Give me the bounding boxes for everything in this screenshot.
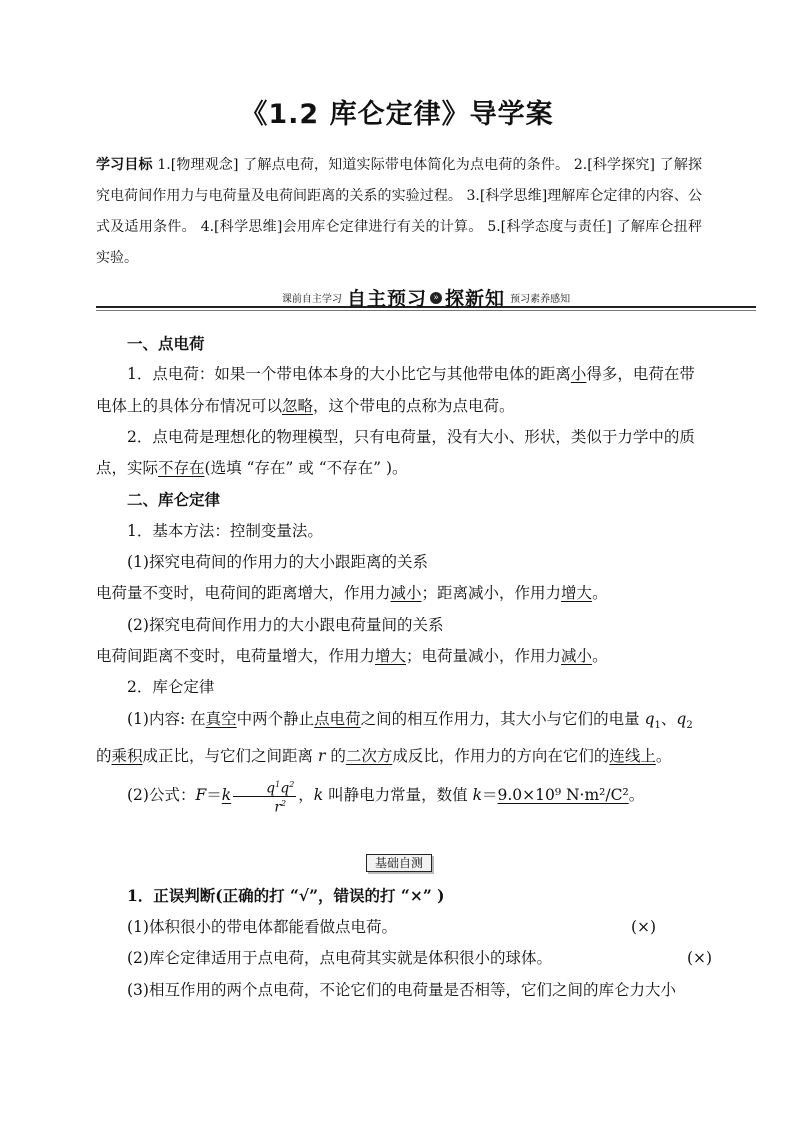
banner-content [96, 284, 756, 311]
question-item-2 [96, 943, 713, 975]
var-q1: q [644, 709, 655, 728]
var-k: k [313, 786, 324, 805]
self-test-label: 基础自测 [366, 854, 432, 872]
text: (1)体积很小的带电体都能看做点电荷。 [127, 917, 397, 936]
coulomb-law-content [96, 704, 702, 773]
question-item-1 [96, 912, 708, 944]
double-arrow-icon: » [430, 292, 442, 304]
var-k: k [221, 786, 232, 805]
text: ；电荷量减小，作用力 [406, 646, 562, 665]
text: 。 [592, 584, 608, 603]
fill-answer: 二次方 [345, 746, 393, 765]
text: 中两个静止 [236, 709, 315, 728]
fill-answer: 小 [570, 365, 587, 384]
text: 1．点电荷：如果一个带电体本身的大小比它与其他带电体的距离 [127, 365, 571, 384]
fill-answer: 9.0×10⁹ N·m²/C² [497, 786, 629, 805]
text: 。 [592, 646, 608, 665]
sub-item-charge: (2)探究电荷间作用力的大小跟电荷量间的关系 [127, 615, 444, 634]
var-q2: q [676, 709, 687, 728]
page-title: 《1.2 库仑定律》导学案 [240, 99, 554, 130]
fill-answer: 真空 [205, 709, 237, 728]
fill-answer: 点电荷 [314, 709, 361, 728]
text: ， [298, 786, 314, 805]
coulomb-law-heading: 2．库仑定律 [127, 678, 215, 697]
text: 成正比，与它们之间距离 [142, 746, 318, 765]
text: 叫静电力常量，数值 [323, 786, 473, 805]
var-r: r [317, 746, 326, 765]
text: 得多，电荷在带电体上的具体分布情况可以 [96, 365, 695, 415]
fraction-numerator: $q^1q^2$ [233, 778, 296, 797]
var-k: k [472, 786, 482, 805]
goals-lead: 学习目标 [96, 157, 153, 173]
text: (选填 “存在” 或 “不存在” )。 [204, 459, 408, 478]
text: 2．点电荷是理想化的物理模型，只有电荷量，没有大小、形状，类似于力学中的质点，实际 [96, 427, 695, 478]
fill-answer: 增大 [375, 646, 407, 665]
sub-item-distance: (1)探究电荷间的作用力的大小跟距离的关系 [127, 553, 428, 572]
sub-1: 1 [654, 719, 661, 731]
text: 的 [325, 746, 346, 765]
text: 的 [96, 746, 112, 765]
var-F: F [195, 786, 207, 805]
text: 电荷量不变时，电荷间的距离增大，作用力 [96, 584, 391, 603]
banner-title-1: 自主预习 [346, 288, 427, 310]
paragraph-point-charge-def [96, 359, 702, 422]
text: (1)内容: 在 [127, 709, 206, 728]
sub-2: 2 [686, 719, 693, 731]
formula-answer [221, 780, 299, 816]
fill-answer: 乘积 [111, 746, 143, 765]
banner-left-text: 课前自主学习 [281, 294, 342, 305]
method-line: 1．基本方法：控制变量法。 [127, 521, 323, 540]
text: 电荷间距离不变时，电荷量增大，作用力 [96, 646, 376, 665]
section-banner [96, 284, 756, 310]
distance-result [96, 578, 702, 609]
fill-answer: 不存在 [158, 459, 205, 478]
questions [96, 880, 713, 1006]
text: ＝ [481, 786, 498, 805]
text: ，这个带电的点称为点电荷。 [313, 396, 515, 415]
fill-answer: 减小 [561, 646, 593, 665]
section-heading-point-charge: 一、点电荷 [127, 334, 205, 353]
text: 、 [660, 709, 677, 728]
learning-goals [96, 150, 702, 274]
answer-mark: (×) [631, 917, 657, 936]
paragraph-ideal-model [96, 422, 702, 485]
fill-answer: 增大 [561, 584, 593, 603]
text: 。 [655, 746, 672, 765]
text: 。 [628, 786, 645, 805]
fill-answer: 减小 [390, 584, 422, 603]
text: (2)库仑定律适用于点电荷，点电荷其实就是体积很小的球体。 [127, 949, 552, 967]
goals-text: 1.[物理观念] 了解点电荷，知道实际带电体简化为点电荷的条件。 2.[科学探究] 了解探究电荷间作用力与电荷量及电荷间距离的关系的实验过程。 3.[科学思维]理解库仑定律的内容、公式及适用条件。 4.[科学思维]会用库仑定律进行有关的计算。 5.[科学态度与责任] 了解库仑扭秤实验。 [96, 157, 702, 266]
question-item-3: (3)相互作用的两个点电荷，不论它们的电荷量是否相等，它们之间的库仑力大小 [127, 980, 676, 999]
question-1-stem: 1．正误判断(正确的打 “√”，错误的打 “×” ) [127, 886, 445, 905]
section-heading-coulomb-law: 二、库仑定律 [127, 490, 221, 510]
fill-answer: 连线上 [609, 746, 656, 765]
self-test-header [96, 852, 702, 874]
fraction [233, 778, 296, 814]
text: 成反比，作用力的方向在它们的 [392, 746, 610, 765]
text: ；距离减小，作用力 [421, 584, 562, 603]
banner-right-text: 预习素养感知 [510, 294, 571, 305]
text: ＝ [206, 786, 222, 805]
text: (2)公式： [127, 786, 196, 805]
charge-result [96, 641, 702, 672]
answer-mark: (×) [687, 949, 713, 967]
main-content [96, 328, 702, 815]
coulomb-formula [96, 778, 702, 814]
fill-answer: 忽略 [282, 396, 314, 415]
text: 之间的相互作用力，其大小与它们的电量 [360, 709, 645, 728]
fraction-denominator: $r^2$ [274, 798, 287, 816]
banner-title-2: 探新知 [445, 288, 506, 310]
